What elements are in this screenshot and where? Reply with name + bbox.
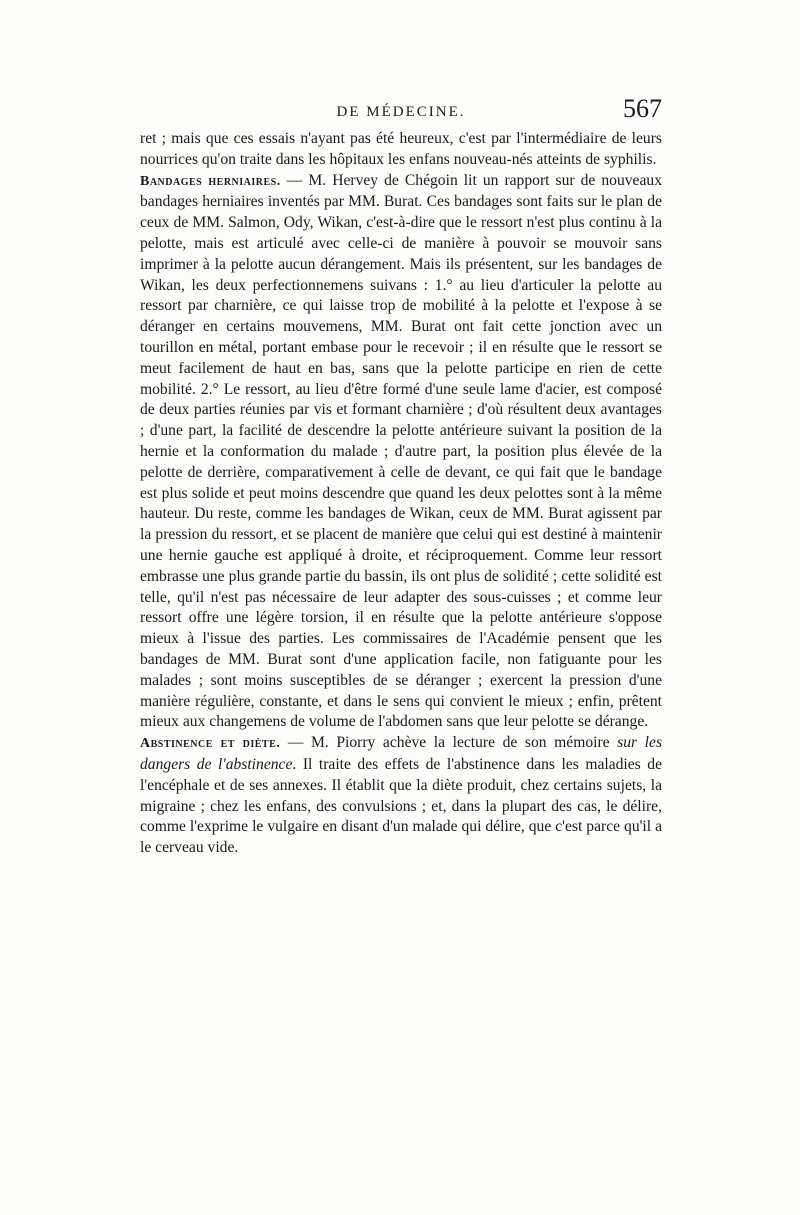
abstinence-paragraph (140, 733, 662, 859)
page-number: 567 (623, 94, 662, 123)
abstinence-text-end: . Il traite des effets de l'abstinence dans les maladies de l'encéphale et de ses annexes. Il établit que la diète produit, chez certains sujets, la migraine ; chez les enfans, des convulsions ; et, dans la plupart des cas, le délire, comme l'exprime le vulgaire en disant d'un malade qui délire, que c'est parce qu'il a le cerveau vide. (140, 755, 662, 857)
page-header (140, 94, 662, 128)
heading-dash: — (280, 171, 309, 189)
running-title: DE MÉDECINE. (336, 104, 466, 120)
bandages-paragraph (140, 171, 662, 734)
intro-paragraph: ret ; mais que ces essais n'ayant pas été heureux, c'est par l'intermédiaire de leurs nourrices qu'on traite dans les hôpitaux les enfans nouveau-nés atteints de syphilis. (140, 130, 662, 168)
bandages-text: M. Hervey de Chégoin lit un rapport sur de nouveaux bandages herniaires inventés par MM. Burat. Ces bandages sont faits sur le plan de ceux de MM. Salmon, Ody, Wikan, c'est-à-dire que le ressort n'est plus continu à la pelotte, mais est articulé avec celle-ci de manière à pouvoir se mouvoir sans imprimer à la pelotte aucun dérangement. Mais ils présentent, sur les bandages de Wikan, les deux perfectionnemens suivans : 1.° au lieu d'articuler la pelotte au ressort par charnière, ce qui laisse trop de mobilité à la pelotte et l'expose à se déranger en certains mouvemens, MM. Burat ont fait cette jonction avec un tourillon en métal, portant embase pour le recevoir ; il en résulte que le ressort se meut facilement de haut en bas, sans que la pelotte participe en rien de cette mobilité. 2.° Le ressort, au lieu d'être formé d'une seule lame d'acier, est composé de deux parties réunies par vis et formant charnière ; d'où résultent deux avantages ; d'une part, la facilité de descendre la pelotte antérieure suivant la position de la hernie et la conformation du malade ; d'autre part, la position plus élevée de la pelotte de derrière, comparativement à celle de devant, ce qui fait que le bandage est plus solide et peut moins descendre que quand les deux pelottes sont à la même hauteur. Du reste, comme les bandages de Wikan, ceux de MM. Burat agissent par la pression du ressort, et se placent de manière que celui qui est destiné à maintenir une hernie gauche est appliqué à droite, et réciproquement. Comme leur ressort embrasse une plus grande partie du bassin, ils ont plus de solidité ; cette solidité est telle, qu'il n'est pas nécessaire de leur adapter des sous-cuisses ; et comme leur ressort offre une légère torsion, il en résulte que la pelotte antérieure s'oppose mieux à l'issue des parties. Les commissaires de l'Académie pensent que les bandages de MM. Burat sont d'une application facile, non fatiguante pour les malades ; sont moins susceptibles de se déranger ; exercent la pression d'une manière régulière, constante, et dans le sens qui convient le mieux ; enfin, prêtent mieux aux changemens de volume de l'abdomen sans que leur pelotte se dérange. (140, 171, 662, 731)
abstinence-text-start: M. Piorry achève la lecture de son mémoire (311, 734, 618, 752)
memoir-title: sur les dangers de l'abstinence (140, 734, 663, 773)
body-text (140, 129, 662, 859)
heading-dash: — (280, 734, 312, 752)
section-heading-bandages: Bandages herniaires. (140, 173, 281, 189)
section-heading-abstinence: Abstinence et diète. (140, 736, 281, 752)
